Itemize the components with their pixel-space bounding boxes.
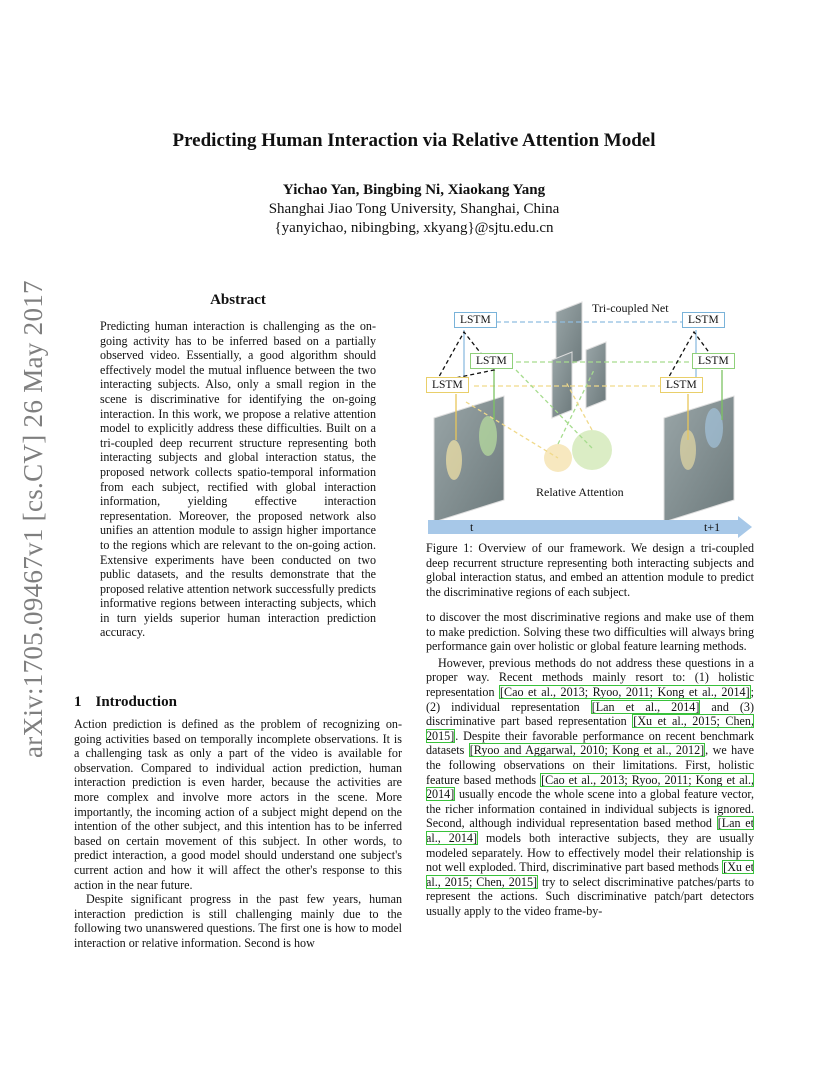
lstm-box-subject1-t: LSTM xyxy=(426,377,469,393)
subject-highlight-green xyxy=(479,416,497,456)
time-label-t: t xyxy=(470,520,474,534)
time-label-t1: t+1 xyxy=(704,520,721,534)
intro-paragraph-1: Action prediction is defined as the problem of recognizing on-going activities based on temporally incomplete observations. It is a challenging task as only a part of the video is available for observation. Compared to individual action prediction, human interaction prediction is even harder, because the activities are more complex and involve more actors in the scene. More importantly, the incoming action of a subject might depend on the intention of the other subject, and this intention has to be inferred based on certain movement of this subject. In other words, to predict interaction, a good model should understand one subject's current action and how it will affect the other's response to this action in the near future. xyxy=(74,717,402,892)
lstm-box-global-t: LSTM xyxy=(454,312,497,328)
text-run: However, previous methods do not address these questions in a proper way. Recent methods mainly resort to: (1) holistic representation xyxy=(426,655,754,699)
left-column-body xyxy=(74,717,402,951)
section-title: Introduction xyxy=(95,694,177,710)
right-column-body xyxy=(426,610,754,918)
arxiv-stamp: arXiv:1705.09467v1 [cs.CV] 26 May 2017 xyxy=(18,280,48,758)
section-number: 1 xyxy=(74,694,82,710)
intro-paragraph-2: Despite significant progress in the past few years, human interaction prediction is still challenging mainly due to the following two unanswered questions. The first one is how to model interaction or relative information. Second is how xyxy=(74,892,402,950)
text-run: usually encode the whole scene into a global feature vector, the richer information contained in individual subjects is ignored. Second, although individual representation based method xyxy=(426,787,754,831)
citation-link[interactable]: [Lan et al., 2014] xyxy=(426,816,754,845)
text-run: , we have the following observations on their limitations. First, holistic feature based methods xyxy=(426,743,754,787)
citation-link[interactable]: [Lan et al., 2014] xyxy=(591,699,700,714)
author-list: Yichao Yan, Bingbing Ni, Xiaokang Yang xyxy=(282,182,546,198)
text-run: . Despite their favorable performance on recent benchmark datasets xyxy=(426,728,754,758)
text-run: ; (2) individual representation xyxy=(426,684,754,714)
right-paragraph-1: to discover the most discriminative regions and make use of them to make prediction. Solving these two difficulties will always bring performance gain over holistic or global feature learning methods. xyxy=(426,610,754,654)
relative-attention-label: Relative Attention xyxy=(536,485,624,499)
figure-1 xyxy=(426,290,756,540)
abstract-heading: Abstract xyxy=(210,292,266,308)
figure-1-caption: Figure 1: Overview of our framework. We design a tri-coupled deep recurrent structure representing both interacting subjects and global interaction status, and embed an attention module to predict the discriminative regions of each subject. xyxy=(426,541,754,599)
lstm-box-global-t1: LSTM xyxy=(682,312,725,328)
video-frame-t1 xyxy=(664,396,734,522)
author-emails: {yanyichao, nibingbing, xkyang}@sjtu.edu.cn xyxy=(274,220,554,236)
attention-circle-right xyxy=(572,430,612,470)
text-run: models both interactive subjects, they are usually modeled separately. How to effectively model their relationship is not well exploded. Third, discriminative part based methods xyxy=(426,830,755,875)
text-run: and (3) discriminative part based representation xyxy=(426,699,754,729)
citation-link[interactable]: [Xu et al., 2015; Chen, 2015] xyxy=(426,860,755,889)
affiliation: Shanghai Jiao Tong University, Shanghai, China xyxy=(268,201,560,217)
lstm-box-subject2-t1: LSTM xyxy=(692,353,735,369)
section-heading-introduction xyxy=(74,694,177,711)
tri-coupled-net-label: Tri-coupled Net xyxy=(592,301,669,315)
timeline-bar xyxy=(428,520,738,534)
abstract-text: Predicting human interaction is challenging as the on-going activity has to be inferred based on a partially observed video. Essentially, a good algorithm should effectively model the mutual influence between the two interacting subjects. Also, only a small region in the scene is discriminative for identifying the on-going interaction. In this work, we propose a relative attention model to explicitly address these difficulties. Built on a tri-coupled deep recurrent structure representing both interacting subjects and global interaction status, the proposed network collects spatio-temporal information from each subject, rectified with global interaction information, yielding effective interaction representation. Moreover, the proposed network also unifies an attention module to assign higher importance to the regions which are relevant to the on-going action. Extensive experiments have been conducted on two public datasets, and the results demonstrate that the proposed relative attention network successfully predicts informative regions between interacting subjects, which in turn yields superior human interaction prediction accuracy. xyxy=(100,319,376,640)
citation-link[interactable]: [Xu et al., 2015; Chen, 2015] xyxy=(426,714,754,743)
timeline-arrowhead xyxy=(738,516,752,538)
subject-highlight-blue xyxy=(705,408,723,448)
subject-highlight-yellow xyxy=(446,440,462,480)
citation-link[interactable]: [Ryoo and Aggarwal, 2010; Kong et al., 2012] xyxy=(469,743,705,758)
right-paragraph-2 xyxy=(426,656,754,919)
lstm-box-subject2-t: LSTM xyxy=(470,353,513,369)
lstm-box-subject1-t1: LSTM xyxy=(660,377,703,393)
citation-link[interactable]: [Cao et al., 2013; Ryoo, 2011; Kong et al., 2014] xyxy=(500,684,750,699)
citation-link[interactable]: [Cao et al., 2013; Ryoo, 2011; Kong et al., 2014] xyxy=(426,772,755,802)
text-run: try to select discriminative patches/parts to represent the actions. Such discriminative patch/part detectors usually apply to the video frame-by- xyxy=(426,874,754,918)
frame-thumb-2 xyxy=(586,342,606,408)
paper-title: Predicting Human Interaction via Relative Attention Model xyxy=(172,130,656,151)
